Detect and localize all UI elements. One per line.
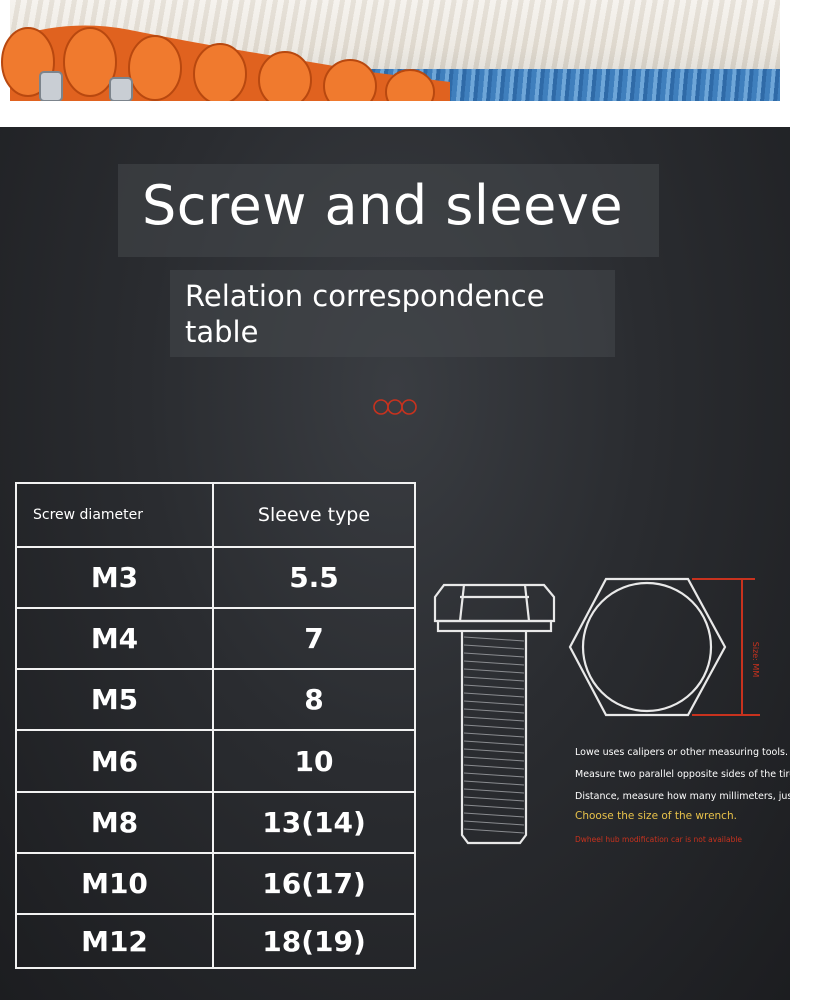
instruction-line-3: Distance, measure how many millimeters, just [575,791,797,802]
table-row [16,547,415,608]
sleeve-cell: 7 [213,608,415,669]
divider-band [0,101,790,127]
hex-nut-icon [570,579,725,715]
sleeve-cell: 18(19) [213,914,415,968]
rings-ornament-icon [370,397,420,417]
screw-cell: M12 [16,914,213,968]
table-row [16,608,415,669]
wrench-size-note: Choose the size of the wrench. [575,810,737,822]
socket-holder-image [10,0,450,101]
header-sleeve-type: Sleeve type [213,483,415,547]
screw-cell: M8 [16,792,213,853]
sleeve-cell: 10 [213,730,415,792]
sleeve-cell: 16(17) [213,853,415,914]
screw-cell: M6 [16,730,213,792]
screw-cell: M10 [16,853,213,914]
spec-panel [0,127,826,1000]
screw-cell: M5 [16,669,213,730]
table-row [16,914,415,968]
warning-note: Dwheel hub modification car is not available [575,835,743,844]
size-label: Size: MM [751,641,761,678]
header-screw-diameter: Screw diameter [16,483,213,547]
instruction-line-2: Measure two parallel opposite sides of the tire screw [575,769,826,780]
bolt-diagram [430,567,775,867]
sleeve-cell: 5.5 [213,547,415,608]
bolt-side-icon [435,585,554,843]
table-row [16,792,415,853]
sleeve-cell: 8 [213,669,415,730]
table-row [16,853,415,914]
table-row [16,669,415,730]
product-photo [10,0,780,101]
table-row [16,730,415,792]
table-header-row [16,483,415,547]
sleeve-cell: 13(14) [213,792,415,853]
page-title: Screw and sleeve [142,174,624,237]
page-subtitle: Relation correspondence table [185,279,545,349]
instruction-line-1: Lowe uses calipers or other measuring tools. [575,747,788,758]
screw-cell: M4 [16,608,213,669]
screw-cell: M3 [16,547,213,608]
screw-sleeve-table [15,482,416,969]
